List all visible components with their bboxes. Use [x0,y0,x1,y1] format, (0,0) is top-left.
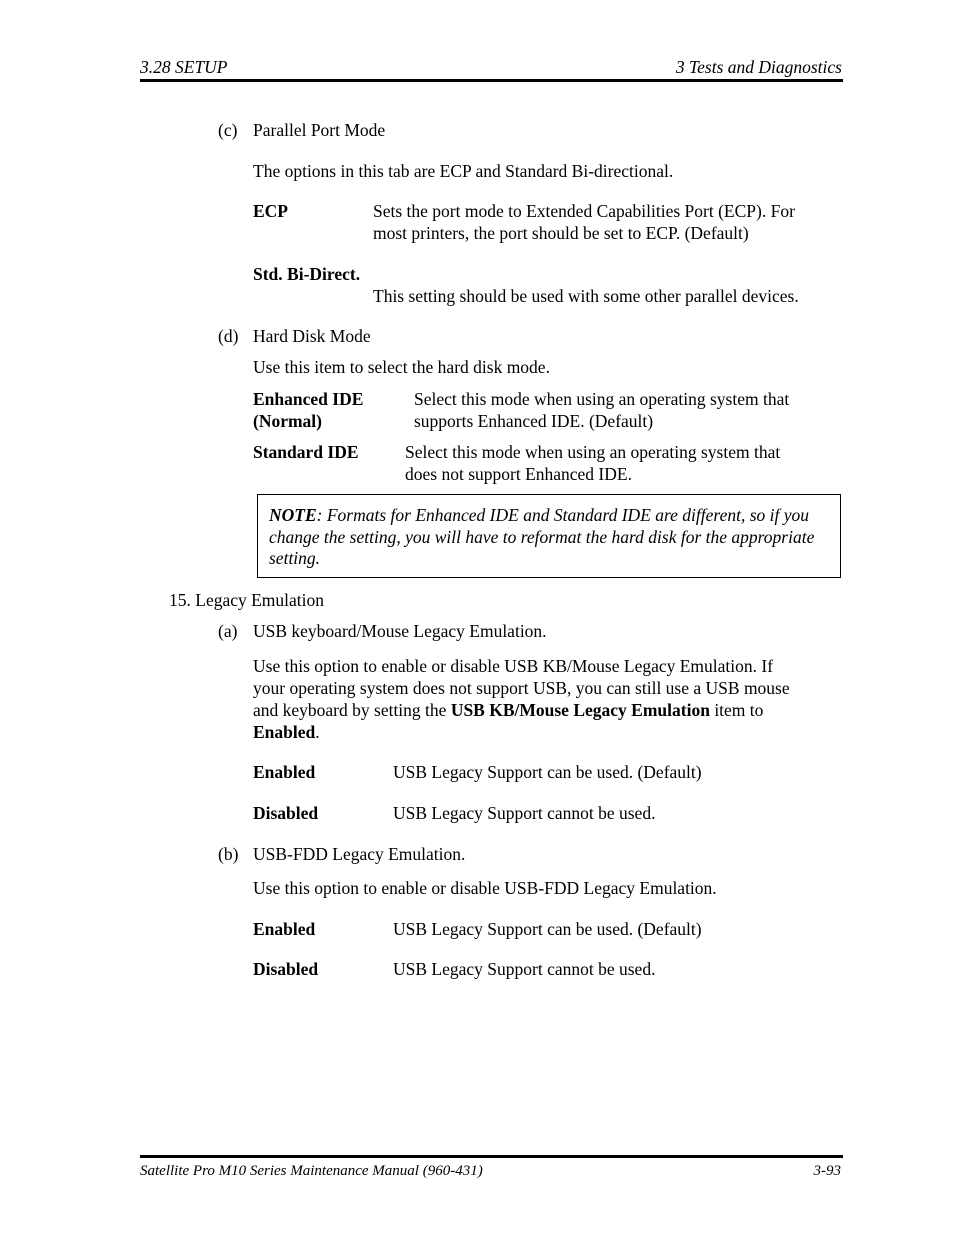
item-marker: (a) [218,621,238,641]
paragraph-text: and keyboard by setting the [253,700,451,720]
item-marker: (c) [218,120,238,140]
option-description: USB Legacy Support can be used. (Default) [393,919,702,939]
option-term: Enabled [253,919,316,939]
paragraph-line: your operating system does not support USB, you can still use a USB mouse [253,678,790,698]
paragraph-line [253,699,763,721]
option-description: USB Legacy Support cannot be used. [393,803,656,823]
option-description: most printers, the port should be set to ECP. (Default) [373,223,749,243]
option-term: Standard IDE [253,442,359,462]
option-term: Std. Bi-Direct. [253,264,361,284]
header-chapter-label: 3 Tests and Diagnostics [675,57,842,77]
paragraph-text: item to [709,700,764,720]
option-description: Select this mode when using an operating system that [414,389,790,409]
option-description: USB Legacy Support cannot be used. [393,959,656,979]
footer-rule [140,1155,843,1158]
note-body: : Formats for Enhanced IDE and Standard IDE are different, so if you change the setting, you will have to reformat the hard disk for the appropriate setting. [269,505,815,568]
item-title: Hard Disk Mode [253,326,371,346]
option-description: does not support Enhanced IDE. [405,464,632,484]
item-title: Parallel Port Mode [253,120,386,140]
header-section-label: 3.28 SETUP [140,57,228,77]
option-term: (Normal) [253,411,323,431]
option-description: Sets the port mode to Extended Capabilities Port (ECP). For [373,201,795,221]
option-description: Select this mode when using an operating system that [405,442,781,462]
option-term: Disabled [253,803,319,823]
option-description: This setting should be used with some other parallel devices. [373,286,799,306]
header-rule [140,79,843,82]
option-description: supports Enhanced IDE. (Default) [414,411,654,431]
paragraph-line: Use this option to enable or disable USB KB/Mouse Legacy Emulation. If [253,656,774,676]
paragraph-line [253,721,320,743]
item-marker: (d) [218,326,239,346]
paragraph: The options in this tab are ECP and Standard Bi-directional. [253,161,674,181]
note-text [269,505,829,570]
item-marker: (b) [218,844,239,864]
option-description: USB Legacy Support can be used. (Default) [393,762,702,782]
setting-name: USB KB/Mouse Legacy Emulation [450,700,710,720]
note-box [257,494,841,578]
footer-manual-title: Satellite Pro M10 Series Maintenance Manual (960-431) [140,1163,483,1179]
option-term: Disabled [253,959,319,979]
item-title: USB keyboard/Mouse Legacy Emulation. [253,621,547,641]
note-label: NOTE [269,505,317,525]
paragraph-text: . [315,722,320,742]
item-title: USB-FDD Legacy Emulation. [253,844,466,864]
footer-page-number: 3-93 [813,1163,841,1179]
setting-value: Enabled [253,722,316,742]
paragraph: Use this item to select the hard disk mode. [253,357,550,377]
option-term: ECP [253,201,288,221]
option-term: Enabled [253,762,316,782]
paragraph: Use this option to enable or disable USB-FDD Legacy Emulation. [253,878,717,898]
option-term: Enhanced IDE [253,389,364,409]
section-heading: 15. Legacy Emulation [169,590,325,610]
